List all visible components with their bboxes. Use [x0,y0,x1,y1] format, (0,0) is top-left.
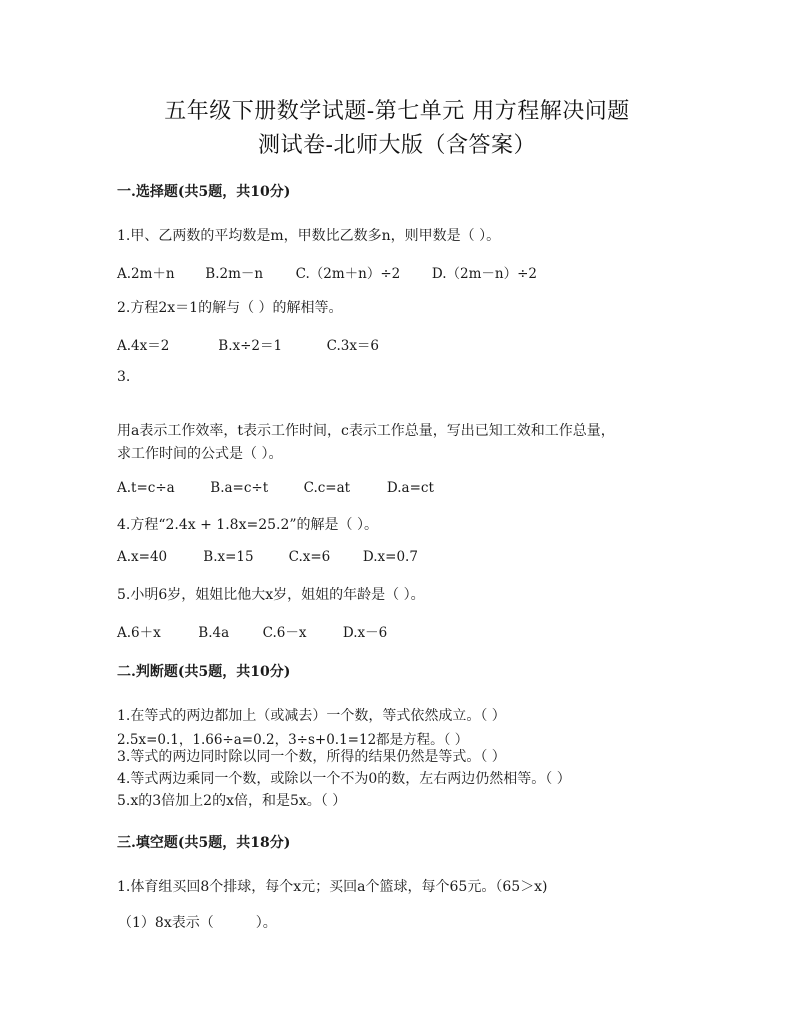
option-a: A.4x＝2 [117,338,170,354]
option-d: D.a=ct [386,480,434,496]
section-heading-true-false: 二.判断题(共5题，共10分) [117,664,291,680]
section-heading-fill-blank: 三.填空题(共5题，共18分) [117,835,291,851]
fill-question-1-text: 1.体育组买回8个排球，每个x元；买回a个篮球，每个65元。（65＞x) [117,879,548,895]
option-c: C.x=6 [288,549,331,565]
option-d: D.x－6 [342,625,388,641]
option-c: C.c=at [303,480,351,496]
question-4-text: 4.方程“2.4x + 1.8x=25.2”的解是（ ）。 [117,517,378,533]
judge-item-5: 5.x的3倍加上2的x倍，和是5x。（ ） [117,793,347,809]
fill-question-1-sub-1: （1）8x表示（ ）。 [118,915,277,931]
judge-item-4: 4.等式两边乘同一个数，或除以一个不为0的数，左右两边仍然相等。（ ） [117,771,571,787]
option-b: B.x÷2＝1 [218,338,283,354]
judge-item-1: 1.在等式的两边都加上（或减去）一个数，等式依然成立。（ ） [117,708,506,724]
option-d: D.x=0.7 [362,549,418,565]
document-title-line-1: 五年级下册数学试题-第七单元 用方程解决问题 [164,99,630,124]
question-5-options [117,621,387,641]
option-b: B.x=15 [203,549,254,565]
option-d: D.（2m－n）÷2 [431,266,538,282]
question-2-text: 2.方程2x＝1的解与（ ）的解相等。 [117,300,343,316]
question-2-options [117,334,379,354]
question-1-text: 1.甲、乙两数的平均数是m，甲数比乙数多n，则甲数是（ ）。 [117,228,501,244]
option-c: C.6－x [262,625,307,641]
option-a: A.2m＋n [117,266,175,282]
option-c: C.（2m＋n）÷2 [295,266,401,282]
judge-item-2: 2.5x=0.1，1.66÷a=0.2，3÷s+0.1=12都是方程。（ ） [117,732,469,748]
question-3-options [117,480,434,496]
document-title-line-2: 测试卷-北师大版（含答案） [258,133,536,158]
option-a: A.t=c÷a [117,480,175,496]
question-3-text-line-2: 求工作时间的公式是（ ）。 [117,446,283,462]
question-1-options [117,262,537,282]
option-c: C.3x＝6 [326,338,380,354]
option-a: A.6＋x [117,625,161,641]
question-5-text: 5.小明6岁，姐姐比他大x岁，姐姐的年龄是（ ）。 [117,587,425,603]
section-heading-choice: 一.选择题(共5题，共10分) [117,184,291,200]
option-b: B.a=c÷t [210,480,269,496]
judge-item-3: 3.等式的两边同时除以同一个数，所得的结果仍然是等式。（ ） [117,749,506,765]
option-b: B.4a [198,625,230,641]
question-3-number: 3. [117,369,131,385]
option-b: B.2m－n [205,266,264,282]
option-a: A.x=40 [117,549,168,565]
question-4-options [117,549,418,565]
question-3-text-line-1: 用a表示工作效率，t表示工作时间，c表示工作总量，写出已知工效和工作总量， [117,423,615,439]
